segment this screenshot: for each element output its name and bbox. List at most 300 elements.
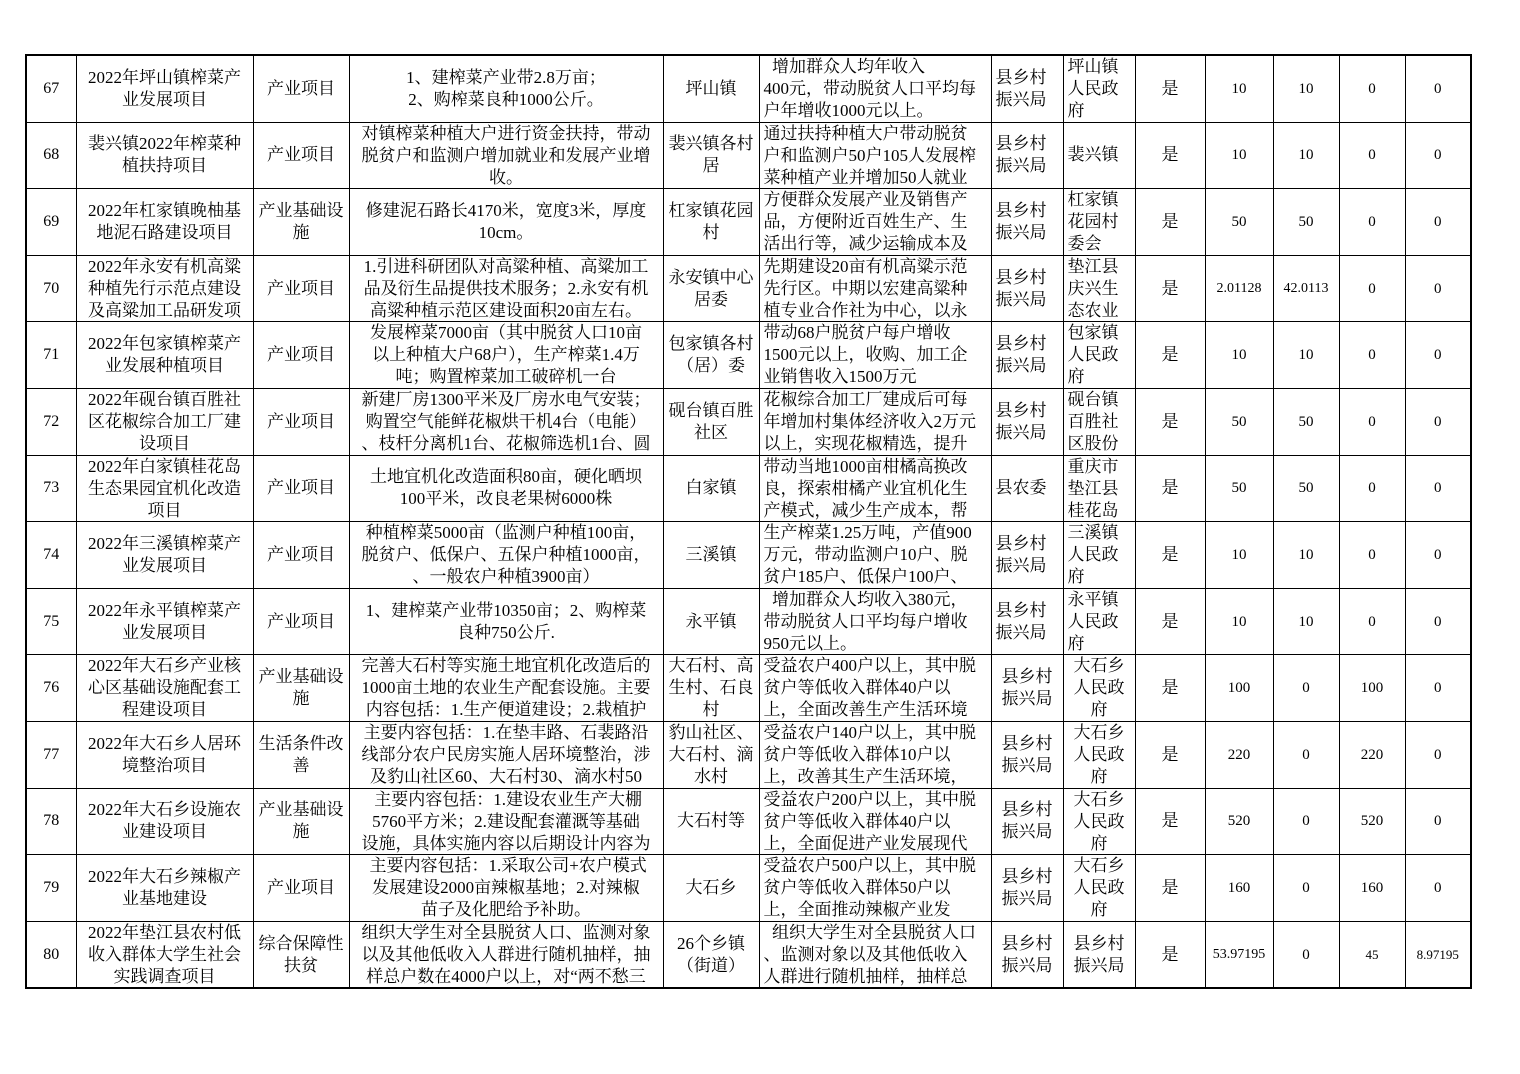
implementing-unit-cell-box [1064,655,1135,721]
funds-col-3-cell-box [1406,322,1471,388]
cell-project-type [253,522,349,589]
yes-flag-text: 是 [1161,811,1179,831]
benefit-description-cell-box [760,922,991,988]
cell-yes-flag [1135,455,1205,522]
funds-col-2-text: 0 [1368,613,1376,630]
cell-construction-content [349,788,663,855]
funds-col-3-cell-box [1406,789,1471,855]
cell-funds-col-1 [1273,588,1339,655]
funds-col-1-text: 50 [1298,413,1314,430]
yes-flag-cell-box [1136,456,1205,522]
total-funds-cell-box [1206,56,1273,122]
cell-construction-content [349,522,663,589]
funds-col-2-cell-box [1340,256,1405,322]
funds-col-2-cell-box [1340,389,1405,455]
cell-project-name [76,655,253,722]
funds-col-3-cell-box [1406,56,1471,122]
cell-total-funds [1205,255,1273,322]
cell-project-type [253,655,349,722]
supervising-department-cell-box [992,589,1063,655]
project-name-text: 2022年砚台镇百胜社 区花椒综合加工厂建 设项目 [88,389,241,453]
funds-col-3-text: 0 [1434,413,1442,430]
row-number-text: 72 [43,412,60,430]
project-type-cell-box [254,789,349,855]
cell-total-funds [1205,55,1273,122]
project-location-text: 大石村、高 生村、石良 村 [668,656,754,720]
yes-flag-cell-box [1136,56,1205,122]
implementing-unit-text: 大石乡 人民政 府 [1073,789,1125,853]
row-number-text: 70 [43,279,60,297]
cell-yes-flag [1135,588,1205,655]
supervising-department-cell-box [992,56,1063,122]
cell-funds-col-3 [1405,189,1471,256]
cell-funds-col-3 [1405,122,1471,189]
cell-funds-col-3 [1405,788,1471,855]
cell-supervising-department [991,122,1063,189]
total-funds-cell-box [1206,322,1273,388]
implementing-unit-cell-box [1064,389,1135,455]
cell-total-funds [1205,189,1273,256]
cell-project-name [76,855,253,922]
project-location-cell-box [664,123,759,189]
cell-implementing-unit [1063,921,1135,988]
construction-content-cell-box [350,256,663,322]
project-table [25,54,1472,989]
benefit-description-text: 带动当地1000亩柑橘高换改 良，探索柑橘产业宜机化生 产模式，减少生产成本，帮 [763,456,968,520]
cell-implementing-unit [1063,855,1135,922]
row-number-text: 67 [43,79,60,97]
supervising-department-text: 县乡村 振兴局 [995,400,1047,442]
cell-row-number [26,255,76,322]
total-funds-cell-box [1206,722,1273,788]
implementing-unit-cell-box [1064,456,1135,522]
project-location-cell-box [664,589,759,655]
row-number-text: 77 [43,745,60,763]
yes-flag-cell-box [1136,589,1205,655]
supervising-department-text: 县乡村 振兴局 [1001,667,1053,709]
yes-flag-text: 是 [1161,944,1179,964]
project-location-text: 永平镇 [685,611,737,631]
project-name-text: 2022年包家镇榨菜产 业发展种植项目 [88,334,241,376]
yes-flag-cell-box [1136,322,1205,388]
row-number-cell-box [27,389,76,455]
funds-col-3-cell-box [1406,855,1471,921]
benefit-description-cell-box [760,123,991,189]
benefit-description-cell-box [760,789,991,855]
row-number-cell-box [27,189,76,255]
benefit-description-text: 受益农户200户以上，其中脱 贫户等低收入群体40户以 上，全面促进产业发展现代 [763,789,976,853]
project-name-text: 2022年三溪镇榨菜产 业发展项目 [88,533,241,575]
cell-row-number [26,522,76,589]
supervising-department-cell-box [992,456,1063,522]
row-number-text: 80 [43,945,60,963]
construction-content-cell-box [350,589,663,655]
funds-col-2-text: 0 [1368,347,1376,364]
total-funds-text: 160 [1227,879,1251,896]
project-type-text: 产业基础设 施 [258,200,344,242]
funds-col-1-cell-box [1274,256,1339,322]
construction-content-text: 发展榨菜7000亩（其中脱贫人口10亩 以上种植大户68户），生产榨菜1.4万 吨；购置榨菜加工破碎机一台 [370,323,642,387]
supervising-department-cell-box [992,855,1063,921]
benefit-description-text: 受益农户400户以上，其中脱 贫户等低收入群体40户以 上，全面改善生产生活环境 [763,656,976,720]
cell-benefit-description [759,55,991,122]
project-type-cell-box [254,256,349,322]
yes-flag-text: 是 [1161,278,1179,298]
cell-project-location [663,721,759,788]
implementing-unit-text: 大石乡 人民政 府 [1073,722,1125,786]
cell-funds-col-2 [1339,322,1405,389]
construction-content-text: 土地宜机化改造面积80亩，硬化晒坝 100平米，改良老果树6000株 [370,467,642,509]
cell-yes-flag [1135,721,1205,788]
project-type-cell-box [254,589,349,655]
funds-col-2-text: 520 [1360,813,1384,830]
cell-row-number [26,588,76,655]
cell-total-funds [1205,655,1273,722]
benefit-description-text: 生产榨菜1.25万吨，产值900 万元，带动监测户10户、脱 贫户185户、低保户100户、 [763,523,972,587]
project-type-text: 产业项目 [267,278,335,298]
row-number-cell-box [27,256,76,322]
funds-col-1-text: 10 [1298,613,1314,630]
construction-content-text: 1.引进科研团队对高粱种植、高粱加工 品及衍生品提供技术服务；2.永安有机 高粱种植示范区建设面积20亩左右。 [363,256,649,320]
funds-col-1-text: 10 [1298,347,1314,364]
project-name-cell-box [77,655,253,721]
funds-col-2-cell-box [1340,855,1405,921]
benefit-description-cell-box [760,389,991,455]
project-type-cell-box [254,322,349,388]
cell-project-type [253,588,349,655]
funds-col-2-cell-box [1340,56,1405,122]
construction-content-cell-box [350,922,663,988]
funds-col-3-text: 0 [1434,80,1442,97]
funds-col-1-cell-box [1274,56,1339,122]
cell-project-type [253,388,349,455]
cell-funds-col-3 [1405,855,1471,922]
table-row [26,322,1471,389]
funds-col-3-cell-box [1406,123,1471,189]
cell-total-funds [1205,522,1273,589]
cell-implementing-unit [1063,55,1135,122]
row-number-cell-box [27,589,76,655]
funds-col-2-text: 0 [1368,213,1376,230]
project-location-cell-box [664,722,759,788]
construction-content-cell-box [350,522,663,588]
funds-col-3-cell-box [1406,655,1471,721]
cell-total-funds [1205,322,1273,389]
project-name-cell-box [77,922,253,988]
cell-construction-content [349,455,663,522]
funds-col-3-cell-box [1406,922,1471,988]
cell-project-location [663,189,759,256]
cell-total-funds [1205,855,1273,922]
supervising-department-text: 县乡村 振兴局 [995,200,1047,242]
cell-construction-content [349,55,663,122]
table-row [26,255,1471,322]
project-name-cell-box [77,56,253,122]
yes-flag-text: 是 [1161,145,1179,165]
cell-funds-col-2 [1339,55,1405,122]
funds-col-1-cell-box [1274,522,1339,588]
row-number-text: 73 [43,479,60,497]
construction-content-text: 种植榨菜5000亩（监测户种植100亩， 脱贫户、低保户、五保户种植1000亩， 、一般农户种植3900亩） [361,523,651,587]
cell-funds-col-1 [1273,322,1339,389]
project-type-text: 产业项目 [267,411,335,431]
project-location-cell-box [664,256,759,322]
cell-funds-col-3 [1405,455,1471,522]
cell-implementing-unit [1063,655,1135,722]
cell-benefit-description [759,655,991,722]
cell-row-number [26,122,76,189]
cell-construction-content [349,189,663,256]
cell-project-name [76,189,253,256]
implementing-unit-cell-box [1064,722,1135,788]
project-location-cell-box [664,322,759,388]
cell-row-number [26,455,76,522]
cell-implementing-unit [1063,322,1135,389]
project-name-cell-box [77,456,253,522]
cell-total-funds [1205,921,1273,988]
cell-row-number [26,921,76,988]
funds-col-1-cell-box [1274,389,1339,455]
funds-col-2-text: 0 [1368,147,1376,164]
cell-row-number [26,322,76,389]
row-number-cell-box [27,789,76,855]
project-type-text: 生活条件改 善 [258,733,344,775]
supervising-department-cell-box [992,123,1063,189]
project-type-text: 综合保障性 扶贫 [258,933,344,975]
supervising-department-cell-box [992,389,1063,455]
project-name-text: 2022年永安有机高粱 种植先行示范点建设 及高粱加工品研发项 [88,256,241,320]
cell-construction-content [349,322,663,389]
project-location-cell-box [664,189,759,255]
row-number-cell-box [27,922,76,988]
funds-col-3-cell-box [1406,522,1471,588]
yes-flag-cell-box [1136,722,1205,788]
funds-col-1-text: 50 [1298,480,1314,497]
project-name-cell-box [77,322,253,388]
cell-implementing-unit [1063,189,1135,256]
funds-col-2-text: 0 [1368,280,1376,297]
table-row [26,921,1471,988]
project-name-text: 2022年大石乡产业核 心区基础设施配套工 程建设项目 [88,656,241,720]
total-funds-cell-box [1206,655,1273,721]
project-name-text: 2022年永平镇榨菜产 业发展项目 [88,600,241,642]
construction-content-text: 主要内容包括：1.建设农业生产大棚 5760平方米；2.建设配套灌溉等基础 设施，具体实施内容以后期设计内容为 [361,789,651,853]
project-name-cell-box [77,389,253,455]
construction-content-cell-box [350,322,663,388]
project-name-cell-box [77,855,253,921]
cell-yes-flag [1135,655,1205,722]
construction-content-text: 对镇榨菜种植大户进行资金扶持，带动 脱贫户和监测户增加就业和发展产业增 收。 [361,123,651,187]
total-funds-cell-box [1206,123,1273,189]
implementing-unit-cell-box [1064,589,1135,655]
cell-yes-flag [1135,55,1205,122]
funds-col-1-text: 0 [1302,746,1310,763]
supervising-department-text: 县乡村 振兴局 [995,334,1047,376]
cell-row-number [26,55,76,122]
cell-supervising-department [991,322,1063,389]
cell-funds-col-2 [1339,588,1405,655]
benefit-description-cell-box [760,456,991,522]
implementing-unit-cell-box [1064,522,1135,588]
construction-content-text: 新建厂房1300平米及厂房水电气安装； 购置空气能鲜花椒烘干机4台（电能） 、枝杆分离机1台、花椒筛选机1台、圆 [361,389,651,453]
benefit-description-cell-box [760,56,991,122]
total-funds-text: 100 [1227,680,1251,697]
implementing-unit-cell-box [1064,789,1135,855]
row-number-text: 75 [43,612,60,630]
funds-col-2-cell-box [1340,722,1405,788]
cell-row-number [26,855,76,922]
funds-col-3-text: 0 [1434,746,1442,763]
project-type-cell-box [254,855,349,921]
cell-project-name [76,721,253,788]
total-funds-text: 50 [1231,413,1247,430]
row-number-text: 74 [43,545,60,563]
cell-project-location [663,55,759,122]
cell-yes-flag [1135,122,1205,189]
implementing-unit-cell-box [1064,189,1135,255]
project-name-text: 裴兴镇2022年榨菜种 植扶持项目 [88,134,241,176]
implementing-unit-cell-box [1064,256,1135,322]
cell-row-number [26,655,76,722]
funds-col-3-cell-box [1406,589,1471,655]
cell-project-type [253,721,349,788]
funds-col-1-cell-box [1274,189,1339,255]
project-type-text: 产业项目 [267,345,335,365]
total-funds-text: 10 [1231,147,1247,164]
funds-col-3-text: 0 [1434,280,1442,297]
cell-project-type [253,255,349,322]
yes-flag-text: 是 [1161,678,1179,698]
cell-supervising-department [991,455,1063,522]
project-location-cell-box [664,655,759,721]
cell-benefit-description [759,122,991,189]
funds-col-3-text: 0 [1434,213,1442,230]
project-location-text: 26个乡镇 （街道） [677,933,745,975]
cell-implementing-unit [1063,388,1135,455]
funds-col-3-text: 0 [1434,347,1442,364]
funds-col-1-text: 10 [1298,147,1314,164]
cell-total-funds [1205,455,1273,522]
project-location-cell-box [664,389,759,455]
cell-project-type [253,322,349,389]
cell-funds-col-2 [1339,788,1405,855]
project-location-cell-box [664,56,759,122]
supervising-department-text: 县乡村 振兴局 [995,134,1047,176]
row-number-text: 69 [43,212,60,230]
benefit-description-cell-box [760,722,991,788]
funds-col-2-cell-box [1340,522,1405,588]
cell-project-name [76,522,253,589]
cell-funds-col-1 [1273,255,1339,322]
yes-flag-text: 是 [1161,611,1179,631]
cell-funds-col-1 [1273,455,1339,522]
benefit-description-text: 增加群众人均年收入 400元，带动脱贫人口平均每 户年增收1000元以上。 [763,57,976,120]
cell-yes-flag [1135,788,1205,855]
project-name-cell-box [77,789,253,855]
cell-benefit-description [759,921,991,988]
cell-implementing-unit [1063,721,1135,788]
cell-project-name [76,788,253,855]
cell-total-funds [1205,388,1273,455]
cell-construction-content [349,655,663,722]
project-location-text: 大石乡 [685,877,737,897]
project-location-text: 砚台镇百胜 社区 [668,400,754,442]
project-name-text: 2022年坪山镇榨菜产 业发展项目 [88,67,241,109]
implementing-unit-text: 坪山镇 人民政 府 [1067,57,1119,120]
funds-col-2-text: 0 [1368,480,1376,497]
project-type-cell-box [254,522,349,588]
yes-flag-text: 是 [1161,345,1179,365]
funds-col-1-cell-box [1274,855,1339,921]
cell-implementing-unit [1063,588,1135,655]
funds-col-2-text: 160 [1360,879,1384,896]
project-location-cell-box [664,456,759,522]
cell-supervising-department [991,255,1063,322]
supervising-department-text: 县乡村 振兴局 [995,267,1047,309]
project-type-text: 产业项目 [267,78,335,98]
cell-construction-content [349,255,663,322]
cell-benefit-description [759,721,991,788]
project-location-text: 豹山社区、 大石村、滴 水村 [668,722,754,786]
benefit-description-cell-box [760,256,991,322]
cell-funds-col-1 [1273,55,1339,122]
funds-col-3-text: 0 [1434,546,1442,563]
funds-col-2-cell-box [1340,189,1405,255]
total-funds-cell-box [1206,522,1273,588]
funds-col-3-text: 0 [1434,480,1442,497]
cell-implementing-unit [1063,788,1135,855]
cell-funds-col-3 [1405,55,1471,122]
cell-total-funds [1205,588,1273,655]
table-row [26,788,1471,855]
project-name-text: 2022年白家镇桂花岛 生态果园宜机化改造 项目 [88,456,241,520]
cell-supervising-department [991,788,1063,855]
construction-content-text: 修建泥石路长4170米，宽度3米，厚度 10cm。 [365,200,647,242]
project-location-cell-box [664,522,759,588]
cell-supervising-department [991,55,1063,122]
cell-project-name [76,122,253,189]
project-type-cell-box [254,389,349,455]
cell-funds-col-3 [1405,255,1471,322]
cell-funds-col-2 [1339,655,1405,722]
project-name-text: 2022年大石乡人居环 境整治项目 [88,733,241,775]
project-location-cell-box [664,789,759,855]
benefit-description-cell-box [760,322,991,388]
implementing-unit-text: 砚台镇 百胜社 区股份 [1067,389,1119,453]
total-funds-text: 50 [1231,480,1247,497]
cell-row-number [26,189,76,256]
total-funds-cell-box [1206,789,1273,855]
funds-col-2-cell-box [1340,322,1405,388]
funds-col-1-text: 0 [1302,813,1310,830]
cell-benefit-description [759,855,991,922]
project-name-text: 2022年垫江县农村低 收入群体大学生社会 实践调查项目 [88,922,241,986]
table-row [26,855,1471,922]
total-funds-text: 2.01128 [1216,280,1262,296]
cell-yes-flag [1135,921,1205,988]
row-number-text: 79 [43,878,60,896]
supervising-department-text: 县农委 [995,478,1047,498]
cell-funds-col-3 [1405,721,1471,788]
project-name-cell-box [77,522,253,588]
supervising-department-cell-box [992,722,1063,788]
project-type-cell-box [254,922,349,988]
funds-col-2-cell-box [1340,123,1405,189]
funds-col-1-cell-box [1274,655,1339,721]
benefit-description-cell-box [760,522,991,588]
project-location-text: 杠家镇花园 村 [668,200,754,242]
funds-col-2-text: 45 [1365,946,1379,962]
